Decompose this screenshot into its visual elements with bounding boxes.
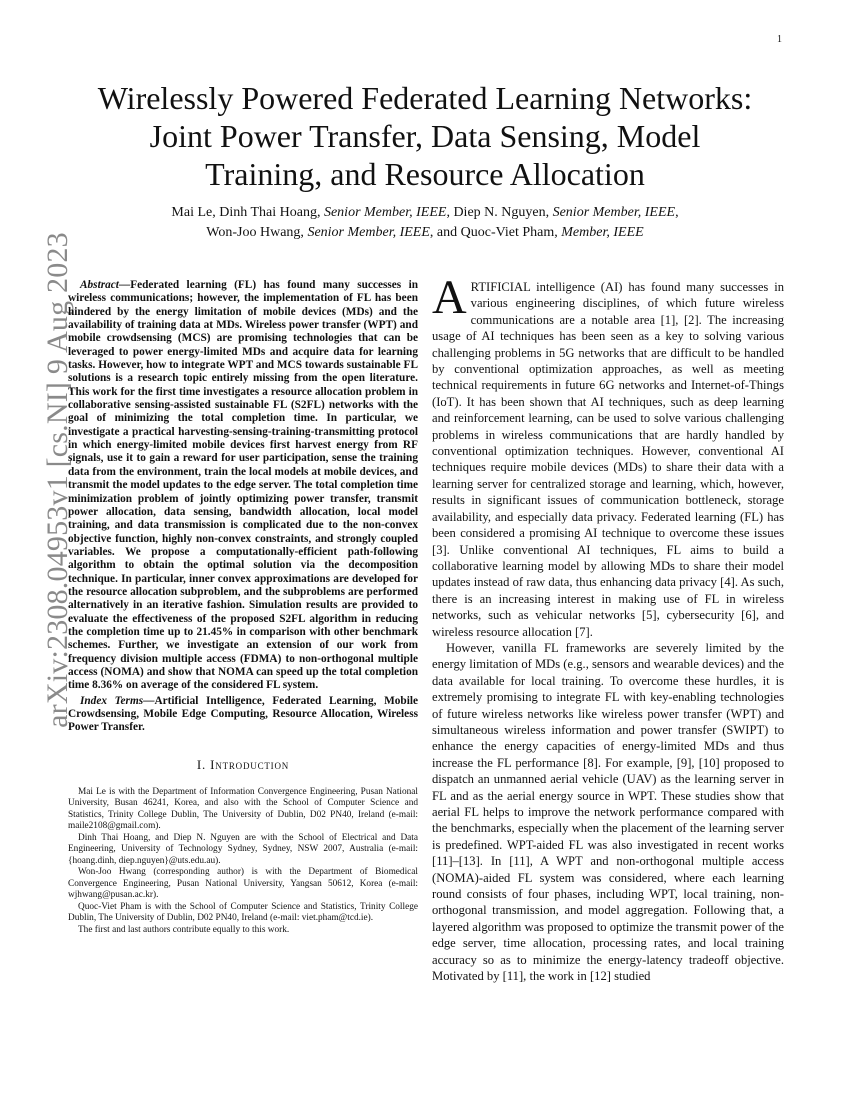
footnote: Dinh Thai Hoang, and Diep N. Nguyen are with the School of Electrical and Data Engineering, University of Technology Sydney, Sydney, NSW 2007, Australia (e-mail: {hoang.dinh, diep.nguyen}@uts.edu.au).	[68, 832, 418, 866]
author-line-1	[70, 203, 780, 223]
abstract-text: —Federated learning (FL) has found many successes in wireless communications; however, the implementation of FL has been hindered by the energy limitation of mobile devices (MDs) and the availability of training data at MDs. Wireless power transfer (WPT) and mobile crowdsensing (MCS) are promising technologies that can be leveraged to power energy-limited MDs and acquire data for learning tasks. However, how to integrate WPT and MCS towards sustainable FL solutions is a research topic entirely missing from the open literature. This work for the first time investigates a resource allocation problem in collaborative sensing-assisted sustainable FL (S2FL) networks with the goal of minimizing the total completion time. In particular, we investigate a practical harvesting-sensing-training-transmitting protocol in which energy-limited mobile devices first harvest energy from RF signals, use it to gain a reward for user participation, sense the training data from the environment, train the local models at mobile devices, and transmit the model updates to the edge server. The total completion time minimization problem of jointly optimizing power transfer, transmit power allocation, data sensing, bandwidth allocation, local model training, and data transmission is complicated due to the non-convex objective function, highly non-convex constraints, and strongly coupled variables. We propose a computationally-efficient path-following algorithm to obtain the optimal solution via the decomposition technique. In particular, inner convex approximations are developed for the resource allocation subproblem, and the subproblems are performed alternatively in an iterative fashion. Simulation results are provided to evaluate the effectiveness of the proposed S2FL algorithm in reducing the completion time up to 21.45% in comparison with other benchmark schemes. Further, we investigate an extension of our work from frequency division multiple access (FDMA) to non-orthogonal multiple access (NOMA) and show that NOMA can speed up the total completion time 8.36% on average of the considered FL system.	[68, 279, 418, 692]
abstract	[68, 279, 418, 693]
intro-paragraph-text: RTIFICIAL intelligence (AI) has found many successes in various engineering disciplines, of which future wireless communications are a notable area [1], [2]. The increasing usage of AI techniques has been seen as a key to solving various challenging problems in 5G networks that are difficult to be handled by conventional optimization approaches, as well as meeting technical requirements in future 6G networks and Internet-of-Things (IoT). It has been shown that AI techniques, such as deep learning and reinforcement learning, can be used to solve various challenging problems in wireless communications that are hardly handled by conventional optimization techniques. However, conventional AI techniques require mobile devices (MDs) to share their data with a learning server for centralized storage and learning, which, however, results in significant issues of communication bottleneck, storage availability, and especially data privacy. Federated learning (FL) has been considered a promising AI technique to overcome these issues [3]. Unlike conventional AI techniques, FL aims to build a collaborative learning model by allowing MDs to share their model updates instead of raw data, thus enhancing data privacy [4]. As such, there is an increasing interest in making use of FL in wireless networks, such as vehicular networks [5], cybersecurity [6], and wireless resource allocation [7].	[432, 280, 784, 639]
index-terms-lead: Index Terms	[80, 694, 144, 707]
author-text: Won-Joo Hwang,	[206, 225, 308, 240]
page-number: 1	[777, 34, 782, 45]
author-text: , and Quoc-Viet Pham,	[429, 225, 562, 240]
author-affiliation: Senior Member, IEEE	[552, 205, 676, 220]
title-line: Wirelessly Powered Federated Learning Networks:	[97, 80, 753, 116]
section-title: Introduction	[210, 756, 290, 772]
author-affiliation: Senior Member, IEEE	[307, 225, 430, 240]
intro-paragraph	[432, 271, 784, 640]
footnote: Quoc-Viet Pham is with the School of Computer Science and Statistics, Trinity College Dublin, The University of Dublin, D02 PN40, Ireland (e-mail: viet.pham@tcd.ie).	[68, 901, 418, 924]
author-affiliation: Senior Member, IEEE	[323, 205, 447, 220]
drop-cap: A	[432, 271, 467, 324]
index-terms-text: —Artificial Intelligence, Federated Learning, Mobile Crowdsensing, Mobile Edge Computing, Resource Allocation, Wireless Power Transfer.	[68, 694, 418, 734]
author-text: , Diep N. Nguyen,	[446, 205, 553, 220]
footnote: Won-Joo Hwang (corresponding author) is with the Department of Biomedical Convergence Engineering, Pusan National University, Yangsan 50612, Korea (e-mail: wjhwang@pusan.ac.kr).	[68, 867, 418, 901]
intro-paragraph: However, vanilla FL frameworks are severely limited by the energy limitation of MDs (e.g., sensors and wearable devices) and the data available for local training. To overcome these hurdles, it is extremely promising to integrate FL with key-enabling technologies of future wireless networks like wireless power transfer (WPT) and simultaneous wireless information and power transfer (SWIPT) to enhance the energy capacities of energy-limited MDs and thus increase the FL performance [8]. For example, [9], [10] proposed to dispatch an unmanned aerial vehicle (UAV) as the learning server in FL and as the aerial energy source in WPT. These studies show that aerial FL helps to improve the network performance compared with the benchmarks, especially when the placement of the learning server is predefined. WPT-aided FL was also investigated in recent works [11]–[13]. In [11], A WPT and non-orthogonal multiple access (NOMA)-aided FL system was considered, where each learning round consists of four phases, including WPT, local training, non-orthogonal transmission, and model aggregation. Following that, a layered algorithm was proposed to optimize the transmit power of the edge server, time allocation, processing rates, and local training accuracy so as to minimize the energy-latency tradeoff objective. Motivated by [11], the work in [12] studied	[432, 640, 784, 984]
right-column	[432, 271, 784, 984]
title-line: Training, and Resource Allocation	[205, 156, 645, 192]
index-terms	[68, 695, 418, 735]
footnote: Mai Le is with the Department of Information Convergence Engineering, Pusan National University, Busan 46241, Korea, and also with the School of Computer Science and Statistics, Trinity College Dublin, The University of Dublin, D02 PN40, Ireland (e-mail: maile2108@gmail.com).	[68, 786, 418, 832]
section-heading	[68, 757, 418, 773]
footnote: The first and last authors contribute equally to this work.	[78, 924, 290, 935]
author-affiliation: Member, IEEE	[561, 225, 644, 240]
section-number: I.	[196, 756, 211, 772]
author-list	[70, 203, 780, 243]
author-text: ,	[675, 205, 679, 220]
title-line: Joint Power Transfer, Data Sensing, Model	[149, 118, 701, 154]
author-line-2	[70, 223, 780, 243]
author-text: Mai Le, Dinh Thai Hoang,	[171, 205, 324, 220]
arxiv-identifier[interactable]: arXiv:2308.04953v1 [cs.NI] 9 Aug 2023	[41, 232, 74, 728]
footnotes	[68, 787, 418, 937]
abstract-lead: Abstract	[80, 279, 119, 291]
left-column	[68, 279, 418, 936]
paper-title	[70, 79, 780, 193]
